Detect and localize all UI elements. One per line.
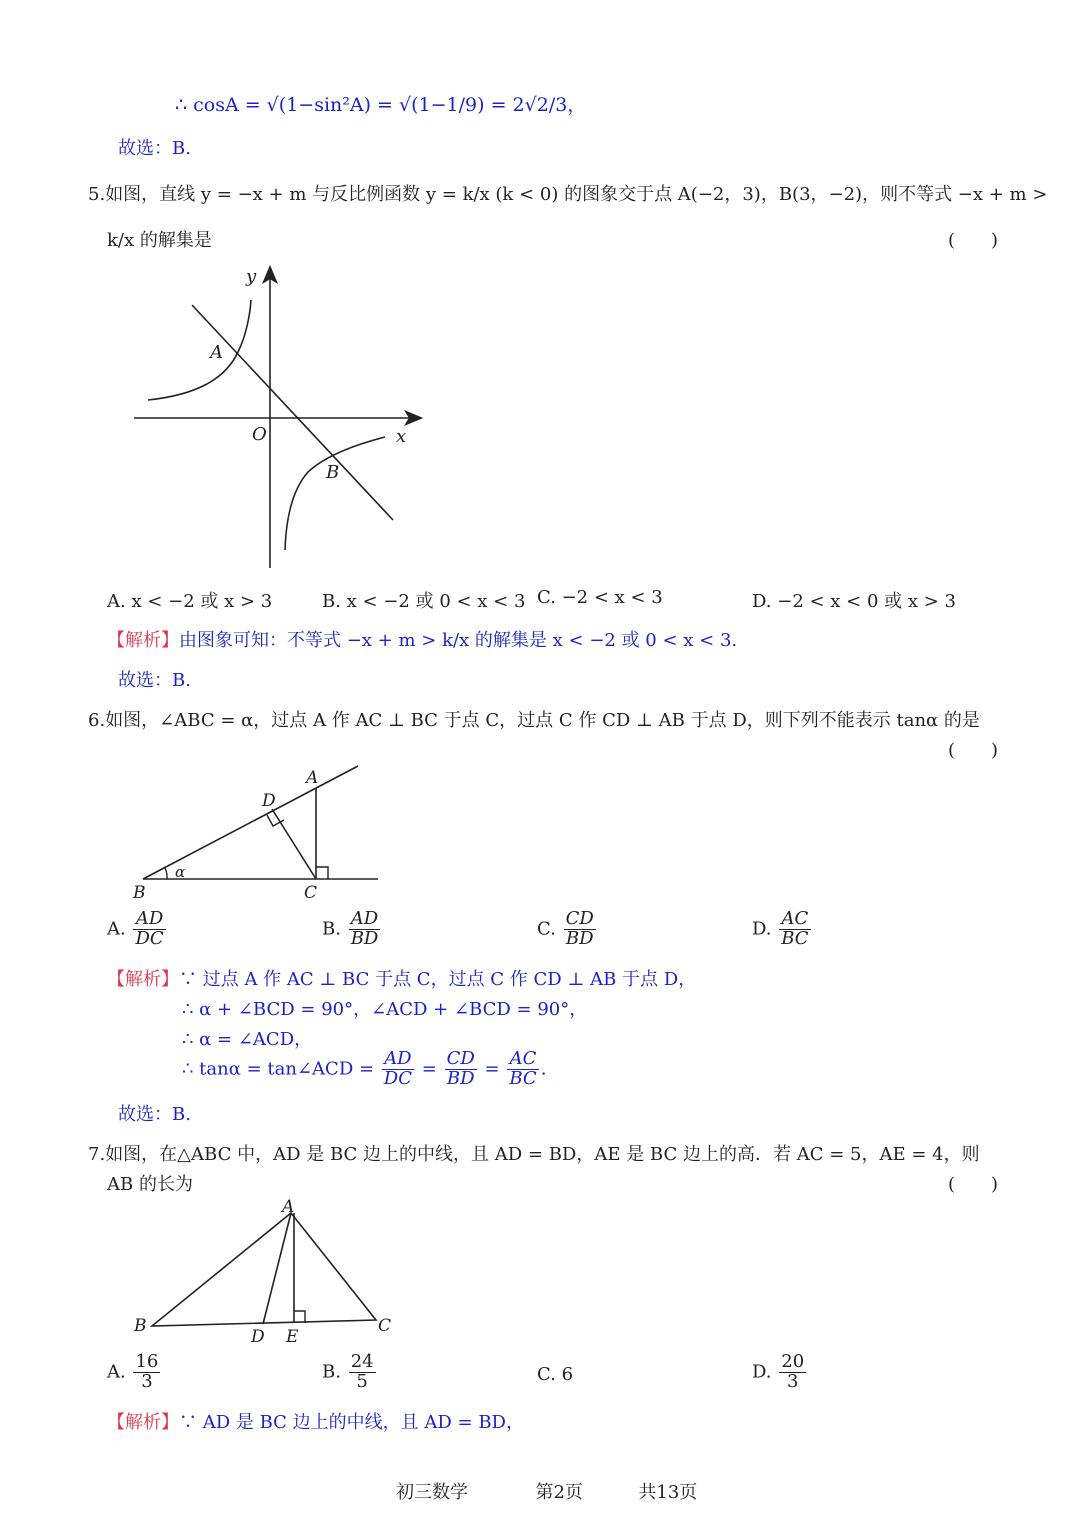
q6-option-d-prefix: D. (752, 918, 772, 940)
q6-option-b-den: BD (350, 927, 379, 949)
q5-graph (120, 260, 440, 580)
q6-option-b (322, 910, 382, 949)
q7-option-b-prefix: B. (322, 1361, 341, 1383)
label-alpha: α (175, 863, 186, 881)
label-a: A (282, 1197, 295, 1217)
q6-equals1: = (421, 1058, 437, 1080)
cos-formula-line: ∴ cosA = √(1−sin²A) = √(1−1/9) = 2√2/3， (175, 94, 587, 116)
q6-option-d-den: BC (781, 927, 809, 949)
q6-answer-choice: 故选：B. (118, 1104, 191, 1125)
q5-number: 5. (88, 184, 106, 205)
q7-option-a-prefix: A. (107, 1361, 126, 1383)
right-angle-mark-c (316, 867, 328, 879)
q7-option-b-fraction (349, 1353, 376, 1392)
q6-analysis-line1 (107, 965, 696, 991)
q6-figure (125, 760, 385, 905)
q6-f1-den: DC (383, 1067, 413, 1089)
q5-answer-paren: ( ) (948, 230, 999, 251)
q6-f3-den: BC (509, 1067, 537, 1089)
label-e: E (286, 1327, 299, 1347)
line-cd (272, 809, 316, 879)
point-a-label: A (210, 342, 223, 363)
y-axis-label: y (246, 266, 257, 287)
q5-stem-line2: k/x 的解集是 (107, 230, 212, 251)
label-c: C (378, 1316, 392, 1336)
hyperbola-branch-lower-right (285, 437, 385, 550)
q6-f2-den: BD (446, 1067, 475, 1089)
q6-analysis-fraction3 (507, 1050, 538, 1089)
q7-stem-line1: 如图，在△ABC 中，AD 是 BC 边上的中线，且 AD = BD，AE 是 BC 边上的高．若 AC = 5，AE = 4，则 (105, 1144, 980, 1165)
q6-number: 6. (88, 710, 106, 731)
q7-option-a-den: 3 (141, 1370, 153, 1392)
q6-stem-text: 如图，∠ABC = α，过点 A 作 AC ⊥ BC 于点 C，过点 C 作 CD ⊥ AB 于点 D，则下列不能表示 tanα 的是 (105, 710, 980, 731)
q6-f3-num: AC (507, 1050, 538, 1070)
q7-option-d-den: 3 (786, 1370, 799, 1392)
footer-subject: 初三数学 (396, 1482, 468, 1503)
q6-option-b-num: AD (349, 910, 381, 930)
q6-option-a-fraction (133, 910, 165, 949)
q6-option-c (537, 910, 598, 949)
q7-option-a-fraction (133, 1353, 160, 1392)
q6-option-b-prefix: B. (322, 918, 341, 940)
q6-analysis-line4-prefix: ∴ tanα = tan∠ACD = (182, 1058, 375, 1080)
q6-option-d-num: AC (779, 910, 810, 930)
footer-page-number: 第2页 (535, 1482, 583, 1503)
point-b-label: B (326, 462, 340, 483)
origin-label: O (252, 424, 267, 445)
angle-alpha-arc (165, 868, 167, 879)
label-b: B (133, 883, 146, 903)
q6-answer-paren: ( ) (948, 740, 999, 761)
triangle-abc (152, 1213, 376, 1326)
previous-answer-choice: 故选：B. (118, 138, 191, 159)
q7-number: 7. (88, 1144, 106, 1165)
q6-option-c-num: CD (565, 908, 594, 929)
q6-option-a (107, 910, 168, 949)
q6-analysis-text1: ∵ 过点 A 作 AC ⊥ BC 于点 C，过点 C 作 CD ⊥ AB 于点 D， (179, 969, 697, 990)
q7-option-a (107, 1353, 162, 1392)
q6-option-c-prefix: C. (537, 918, 556, 940)
q6-f1-num: AD (382, 1050, 414, 1070)
q7-option-d-prefix: D. (752, 1361, 772, 1383)
q7-answer-paren: ( ) (948, 1174, 999, 1195)
q6-stem (88, 706, 980, 732)
q6-f2-num: CD (446, 1048, 475, 1069)
q6-option-a-den: DC (135, 927, 164, 949)
q7-analysis-text1: ∵ AD 是 BC 边上的中线，且 AD = BD， (179, 1412, 524, 1433)
q6-option-b-fraction (349, 910, 381, 949)
q7-option-b (322, 1353, 378, 1392)
q7-analysis-tag: 【解析】 (107, 1412, 179, 1433)
q7-option-a-num: 16 (135, 1351, 159, 1372)
q6-option-a-prefix: A. (107, 918, 126, 940)
q7-stem-line2: AB 的长为 (107, 1174, 193, 1195)
q6-equals2: = (484, 1058, 500, 1080)
q7-option-b-den: 5 (356, 1370, 368, 1392)
q6-option-c-den: BD (565, 927, 594, 949)
q6-option-a-num: AD (133, 910, 165, 930)
q5-option-d: D. −2 < x < 0 或 x > 3 (752, 591, 956, 612)
q6-analysis-fraction1 (382, 1050, 414, 1089)
q5-option-c: C. −2 < x < 3 (537, 587, 663, 608)
label-d: D (262, 791, 276, 811)
footer-total-pages: 共13页 (638, 1482, 698, 1503)
q7-figure (125, 1195, 405, 1350)
label-d: D (251, 1327, 265, 1347)
q7-option-c: C. 6 (537, 1364, 574, 1385)
q5-analysis-tag: 【解析】 (107, 630, 179, 651)
q5-stem-line1: 如图，直线 y = −x + m 与反比例函数 y = k/x (k < 0) 的图象交于点 A(−2，3)，B(3，−2)，则不等式 −x + m > (105, 184, 1048, 205)
q5-answer-choice: 故选：B. (118, 670, 191, 691)
x-axis-label: x (396, 426, 407, 447)
median-ad (263, 1213, 291, 1324)
q5-analysis (107, 626, 737, 652)
q7-option-d (752, 1353, 808, 1392)
q6-analysis-fraction2 (445, 1050, 477, 1089)
label-b: B (134, 1316, 147, 1336)
q6-period: . (540, 1058, 547, 1080)
label-a: A (306, 768, 319, 788)
q6-analysis-line4 (182, 1050, 546, 1089)
line-y-neg-x-plus-m (192, 305, 393, 520)
hyperbola-branch-upper-left (148, 300, 251, 400)
q7-option-d-num: 20 (781, 1351, 805, 1372)
q6-analysis-line2: ∴ α + ∠BCD = 90°，∠ACD + ∠BCD = 90°， (182, 999, 588, 1020)
q6-option-d-fraction (779, 910, 810, 949)
q6-option-c-fraction (564, 910, 596, 949)
label-c: C (304, 883, 318, 903)
q5-option-a: A. x < −2 或 x > 3 (107, 591, 273, 612)
q7-analysis-line1 (107, 1408, 524, 1434)
q5-analysis-text: 由图象可知：不等式 −x + m > k/x 的解集是 x < −2 或 0 < x < 3. (179, 630, 738, 651)
q5-stem (88, 180, 1047, 206)
page-footer (396, 1478, 697, 1504)
q6-analysis-tag: 【解析】 (107, 969, 179, 990)
q7-option-d-fraction (779, 1353, 806, 1392)
q6-analysis-line3: ∴ α = ∠ACD， (182, 1029, 313, 1050)
q7-option-b-num: 24 (350, 1351, 374, 1372)
q6-option-d (752, 910, 813, 949)
q7-stem (88, 1140, 980, 1166)
q5-option-b: B. x < −2 或 0 < x < 3 (322, 591, 526, 612)
